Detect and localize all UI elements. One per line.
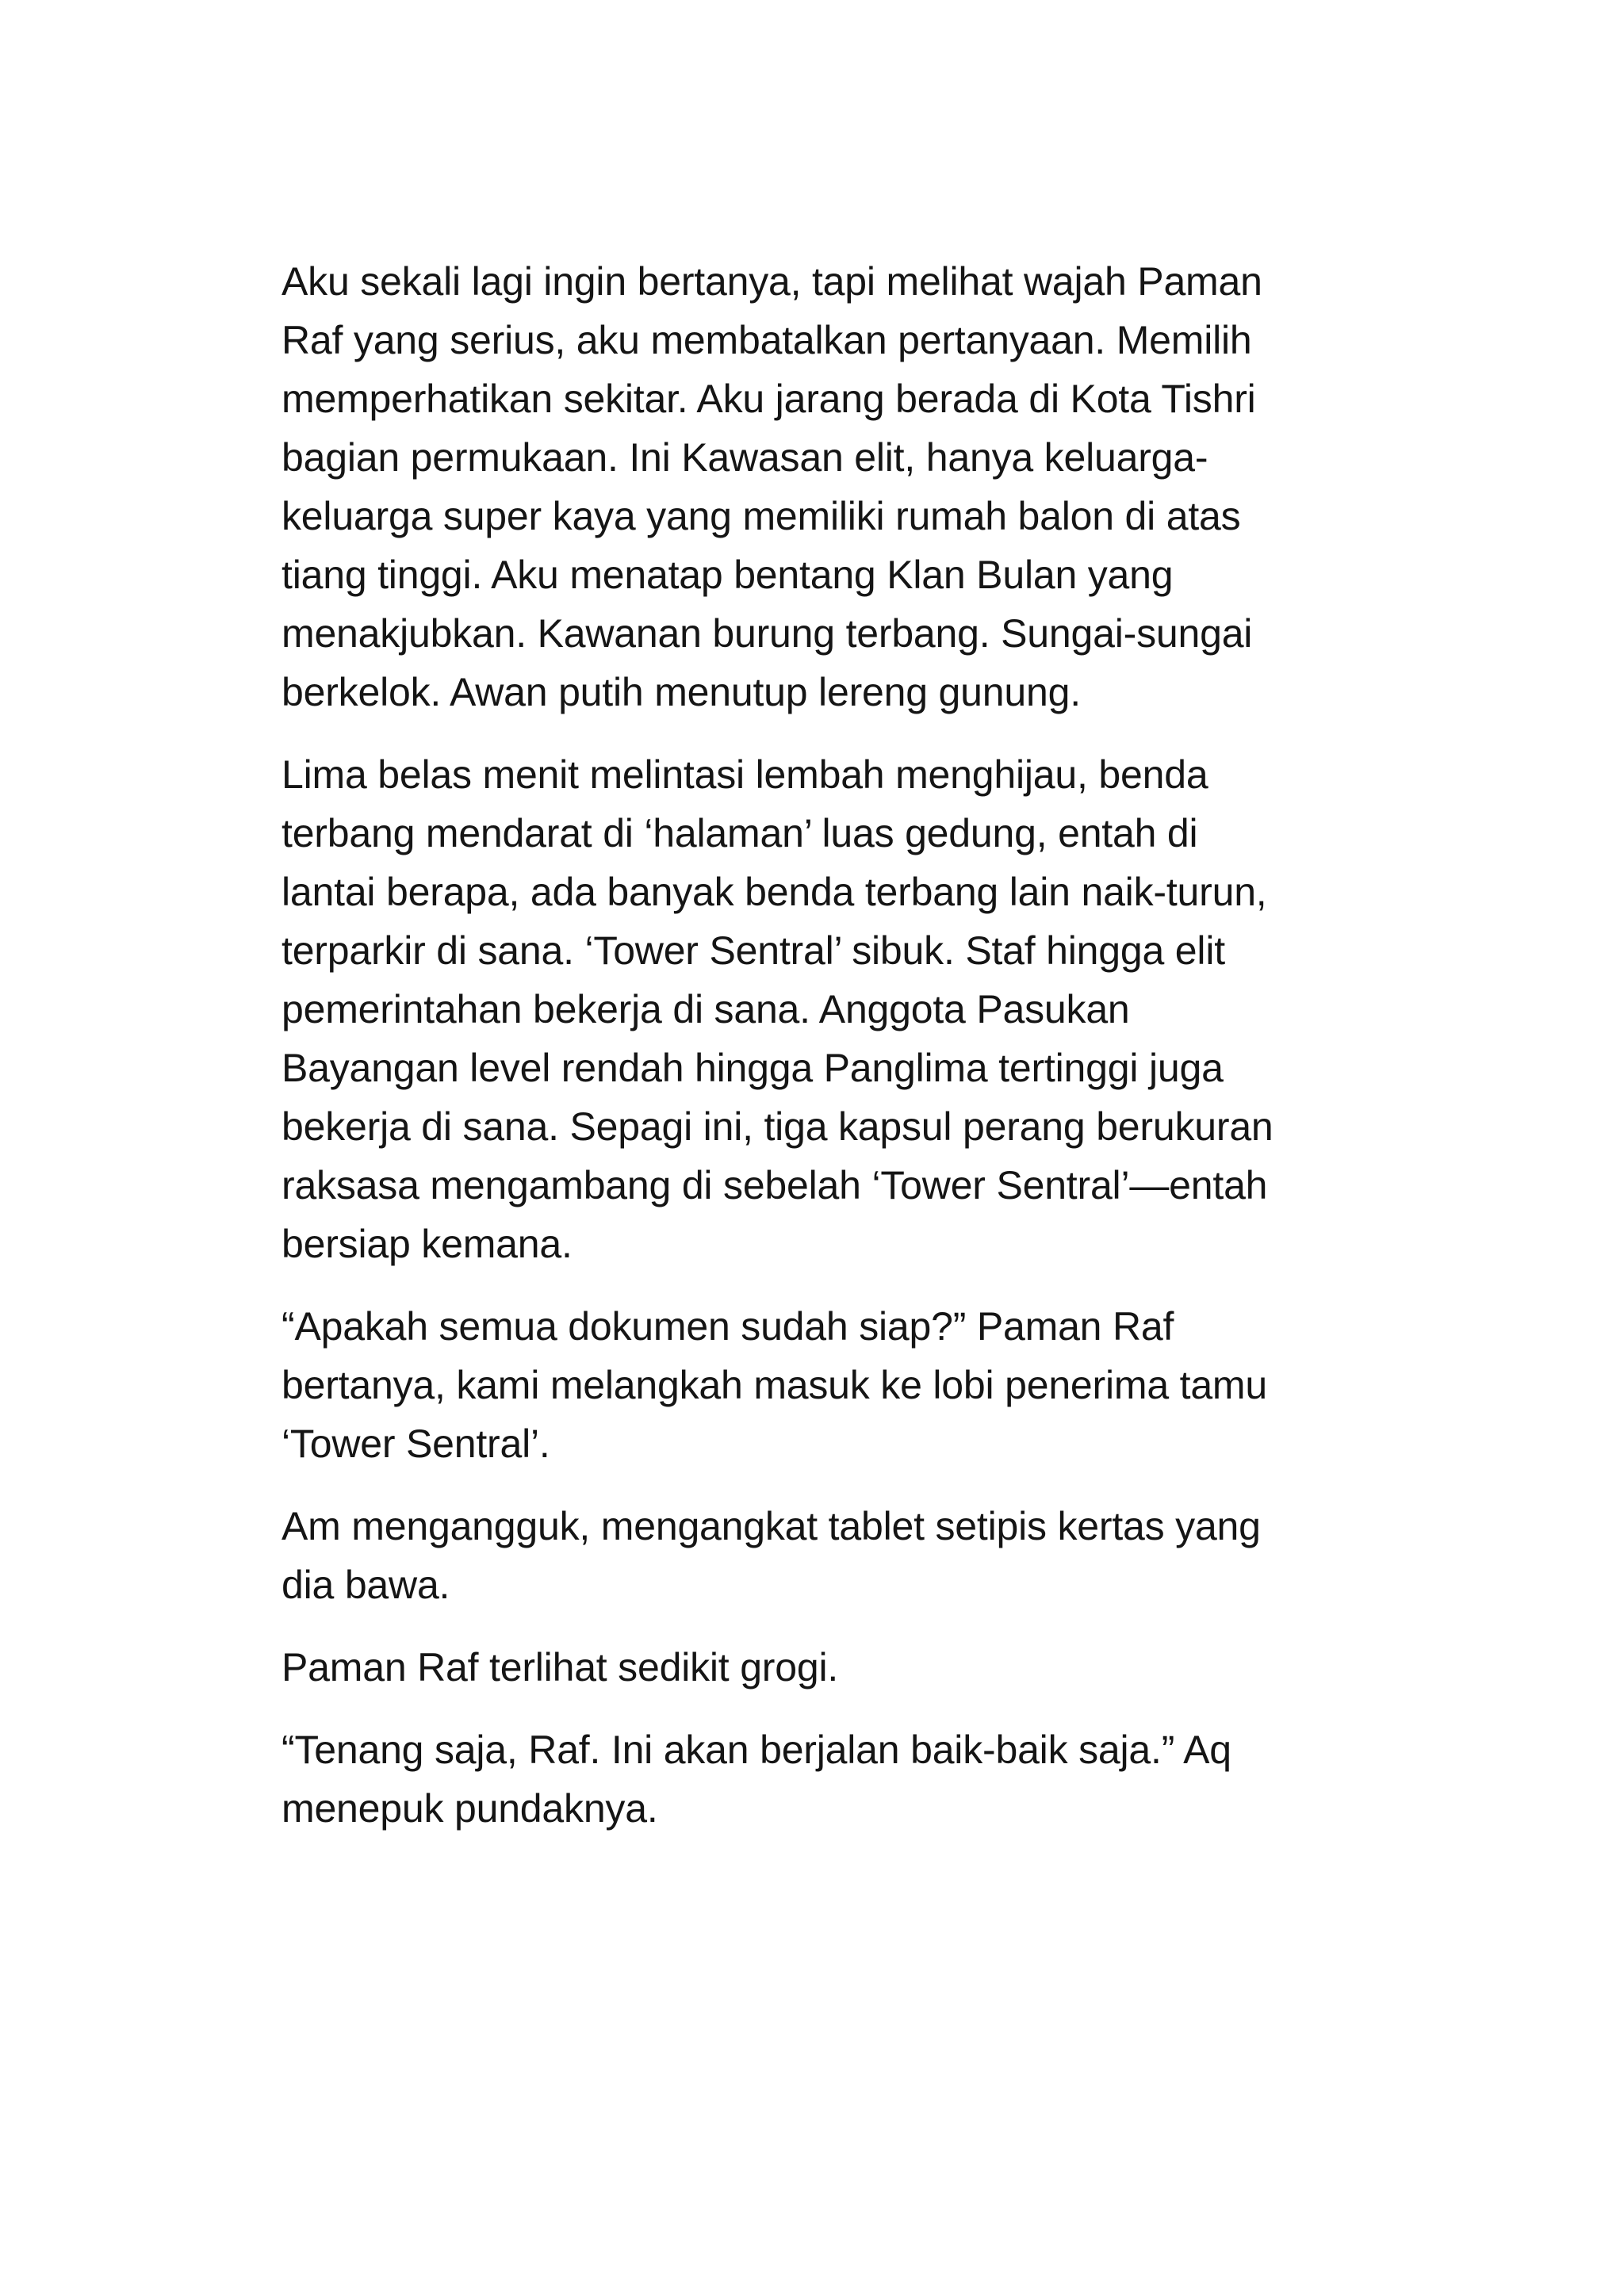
text-line: dia bawa.	[282, 1563, 450, 1607]
text-line: menakjubkan. Kawanan burung terbang. Sungai-sungai	[282, 611, 1253, 656]
paragraph-3	[282, 1297, 1348, 1473]
text-line: menepuk pundaknya.	[282, 1786, 658, 1831]
text-line: terparkir di sana. ‘Tower Sentral’ sibuk. Staf hingga elit	[282, 928, 1225, 973]
text-line: bertanya, kami melangkah masuk ke lobi penerima tamu	[282, 1363, 1267, 1407]
paragraph-5	[282, 1638, 1348, 1697]
text-line: bersiap kemana.	[282, 1222, 573, 1266]
text-line: bekerja di sana. Sepagi ini, tiga kapsul perang berukuran	[282, 1104, 1274, 1149]
text-line: tiang tinggi. Aku menatap bentang Klan Bulan yang	[282, 553, 1174, 597]
text-line: “Tenang saja, Raf. Ini akan berjalan baik-baik saja.” Aq	[282, 1728, 1231, 1772]
paragraph-4	[282, 1497, 1348, 1614]
text-column	[282, 252, 1348, 1862]
text-line: Aku sekali lagi ingin bertanya, tapi melihat wajah Paman	[282, 259, 1262, 304]
text-line: ‘Tower Sentral’.	[282, 1422, 550, 1466]
paragraph-1	[282, 252, 1348, 721]
text-line: Paman Raf terlihat sedikit grogi.	[282, 1645, 839, 1689]
text-line: Raf yang serius, aku membatalkan pertanyaan. Memilih	[282, 318, 1252, 362]
text-line: lantai berapa, ada banyak benda terbang lain naik-turun,	[282, 870, 1267, 914]
paragraph-2	[282, 745, 1348, 1273]
text-line: terbang mendarat di ‘halaman’ luas gedung, entah di	[282, 811, 1198, 855]
text-line: “Apakah semua dokumen sudah siap?” Paman Raf	[282, 1304, 1174, 1349]
text-line: raksasa mengambang di sebelah ‘Tower Sentral’—entah	[282, 1163, 1268, 1207]
text-line: Lima belas menit melintasi lembah menghijau, benda	[282, 752, 1208, 797]
text-line: Bayangan level rendah hingga Panglima tertinggi juga	[282, 1046, 1224, 1090]
text-line: berkelok. Awan putih menutup lereng gunung.	[282, 670, 1081, 714]
text-line: memperhatikan sekitar. Aku jarang berada di Kota Tishri	[282, 377, 1256, 421]
text-line: bagian permukaan. Ini Kawasan elit, hanya keluarga-	[282, 435, 1208, 480]
text-line: keluarga super kaya yang memiliki rumah balon di atas	[282, 494, 1241, 538]
text-line: Am mengangguk, mengangkat tablet setipis kertas yang	[282, 1504, 1261, 1548]
text-line: pemerintahan bekerja di sana. Anggota Pasukan	[282, 987, 1130, 1031]
paragraph-6	[282, 1720, 1348, 1838]
